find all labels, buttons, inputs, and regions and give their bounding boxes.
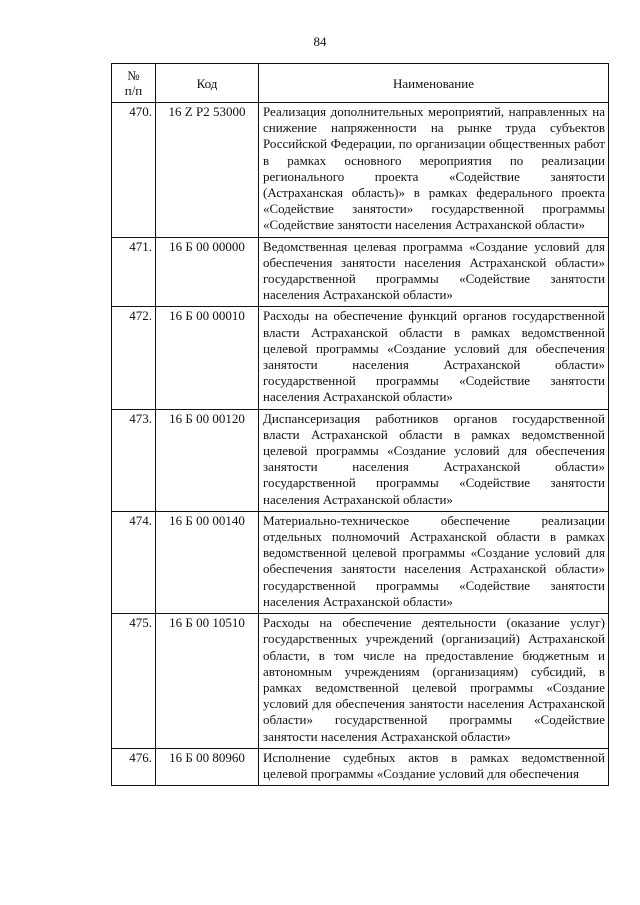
row-num: 473.: [112, 409, 156, 511]
row-name: Ведомственная целевая программа «Создание условий для обеспечения занятости населения Астраханской области» государственной программы «Содействие занятости населения Астраханской области»: [259, 237, 609, 307]
row-num: 470.: [112, 103, 156, 238]
row-code: 16 Б 00 00140: [156, 511, 259, 613]
table-header-row: [112, 64, 609, 103]
row-code: 16 Б 00 00010: [156, 307, 259, 409]
table-row: [112, 614, 609, 749]
row-num: 471.: [112, 237, 156, 307]
table-row: [112, 307, 609, 409]
table-row: [112, 409, 609, 511]
row-code: 16 Б 00 10510: [156, 614, 259, 749]
table-row: [112, 103, 609, 238]
page-number: 84: [313, 34, 327, 49]
row-num: 476.: [112, 748, 156, 785]
header-num-line2: п/п: [124, 83, 143, 98]
row-num: 472.: [112, 307, 156, 409]
header-num: [112, 64, 156, 103]
header-num-line1: №: [127, 68, 140, 83]
table-row: [112, 237, 609, 307]
row-name: Диспансеризация работников органов государственной власти Астраханской области в рамках ведомственной целевой программы «Создание условий для обеспечения занятости населения Астраханской области» государственной программы «Содействие занятости населения Астраханской области»: [259, 409, 609, 511]
row-name: Расходы на обеспечение деятельности (оказание услуг) государственных учреждений (организаций) Астраханской области, в том числе на предоставление бюджетным и автономным учреждениям (организациям) субсидий, в рамках ведомственной целевой программы «Создание условий для обеспечения занятости населения Астраханской области» государственной программы «Содействие занятости населения Астраханской области»: [259, 614, 609, 749]
budget-code-table: [111, 63, 609, 786]
row-num: 475.: [112, 614, 156, 749]
row-name: Расходы на обеспечение функций органов государственной власти Астраханской области в рамках ведомственной целевой программы «Создание условий для обеспечения занятости населения Астраханской области» государственной программы «Содействие занятости населения Астраханской области»: [259, 307, 609, 409]
row-num: 474.: [112, 511, 156, 613]
table-row: [112, 511, 609, 613]
row-name: Реализация дополнительных мероприятий, направленных на снижение напряженности на рынке труда субъектов Российской Федерации, по организации общественных работ в рамках основного мероприятия по реализации регионального проекта «Содействие занятости (Астраханская область)» в рамках федерального проекта «Содействие занятости» государственной программы «Содействие занятости населения Астраханской области»: [259, 103, 609, 238]
table-row: [112, 748, 609, 785]
row-code: 16 Б 00 80960: [156, 748, 259, 785]
row-name: Материально-техническое обеспечение реализации отдельных полномочий Астраханской области в рамках ведомственной целевой программы «Создание условий для обеспечения занятости населения Астраханской области» государственной программы «Содействие занятости населения Астраханской области»: [259, 511, 609, 613]
row-code: 16 Б 00 00120: [156, 409, 259, 511]
header-name: Наименование: [259, 64, 609, 103]
row-name: Исполнение судебных актов в рамках ведомственной целевой программы «Создание условий для обеспечения: [259, 748, 609, 785]
row-code: 16 Z P2 53000: [156, 103, 259, 238]
row-code: 16 Б 00 00000: [156, 237, 259, 307]
header-code: Код: [156, 64, 259, 103]
